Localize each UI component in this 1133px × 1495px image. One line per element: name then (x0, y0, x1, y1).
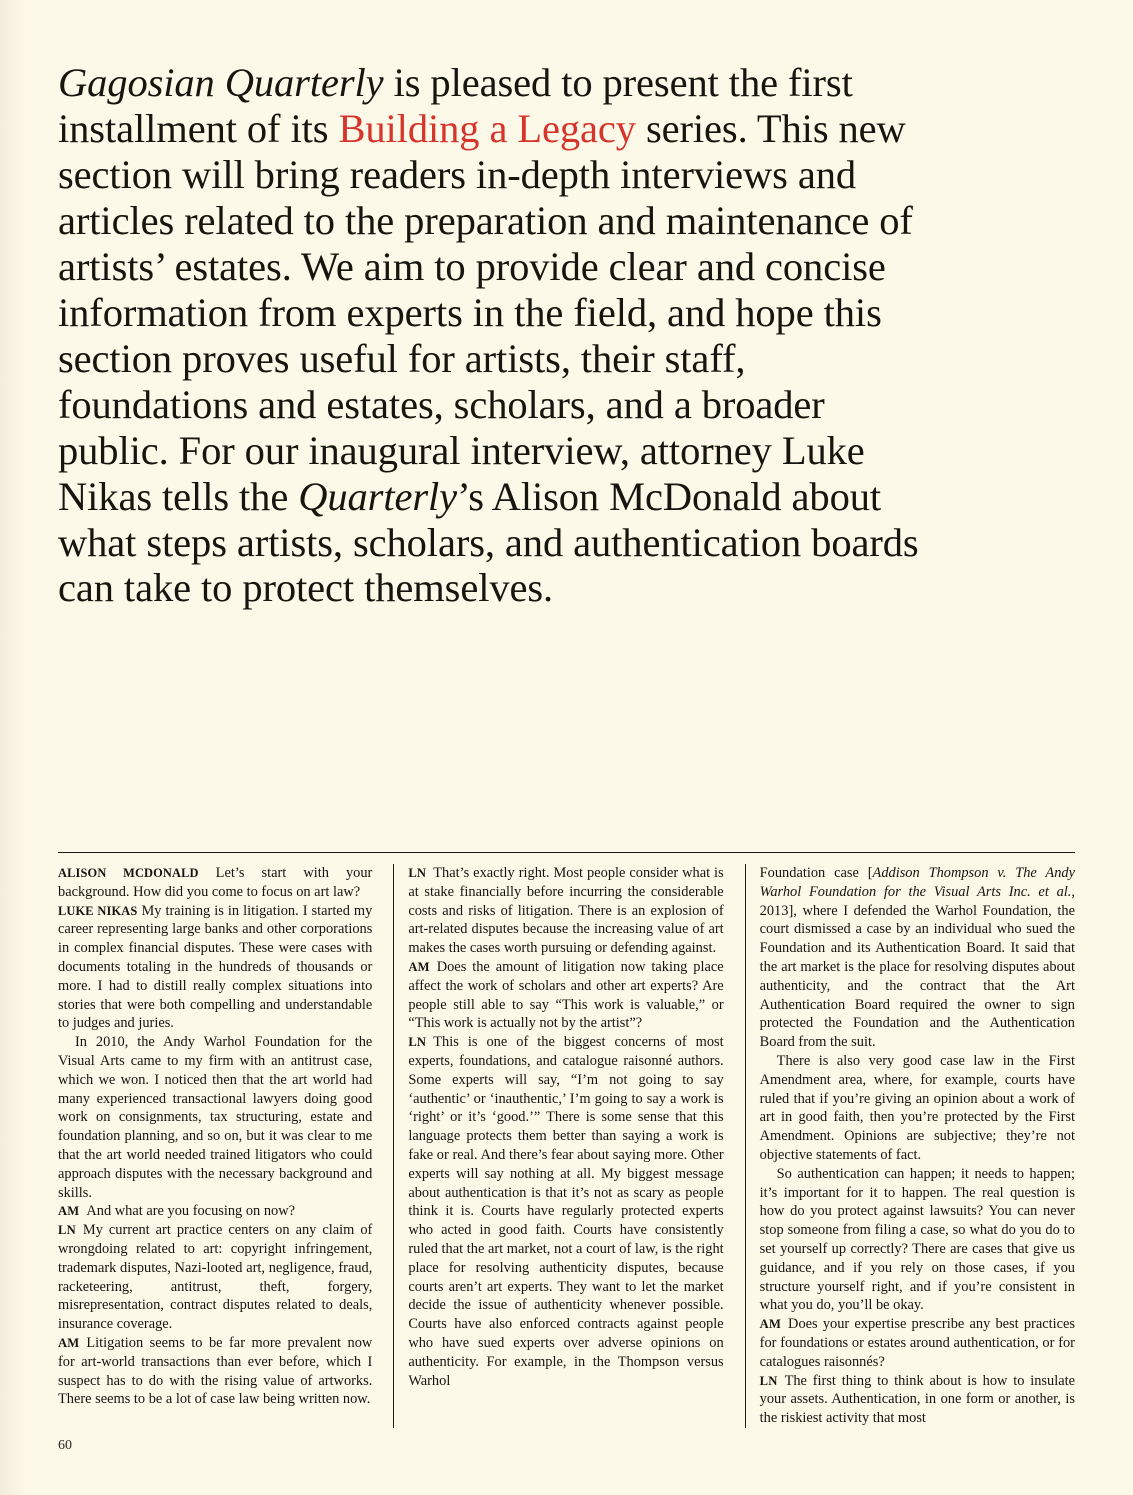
qa-text: My current art practice centers on any claim of wrongdoing related to art: copyright infringement, trademark disputes, Nazi-looted art, negligence, fraud, racketeering, antitrust, theft, forgery, misrepresentation, contract disputes related to deals, insurance coverage. (58, 1222, 373, 1333)
article-body-columns (58, 864, 1075, 1428)
interview-qa-block (58, 902, 372, 1034)
speaker-label-am: AM (759, 1317, 782, 1332)
qa-text: This is one of the biggest concerns of most experts, foundations, and catalogue raisonné authors. Some experts will say, “I’m not going to say ‘authentic’ or ‘inauthentic,’ I’m going to say a work is ‘right’ or it’s ‘good.’” There is some sense that this language protects them better than saying a work is fake or real. And there’s fear about saying more. Other experts will say nothing at all. My biggest message about authentication is that it’s not as scary as people think it is. Courts have regularly protected experts who acted in good faith. Courts have consistently ruled that the art market, not a court of law, is the right place for resolving authenticity disputes, because courts aren’t art experts. They want to let the market decide the issue of authenticity whenever possible. Courts have also enforced contracts against people who have sued experts over adverse opinions on authenticity. For example, in the Thompson versus Warhol (408, 1034, 724, 1389)
page-gutter-shading (0, 0, 26, 1495)
case-outro-text: , 2013], where I defended the Warhol Foundation, the court dismissed a case by an individual who sued the Foundation and its Authentication Board. It said that the art market is the place for resolving disputes about authenticity, and the contract that the Art Authentication Board required the owner to sign protected the Foundation and the Authentication Board from the suit. (759, 883, 1075, 1051)
paragraph: There is also very good case law in the First Amendment area, where, for example, courts have ruled that if you’re giving an opinion about a work of art in good faith, then you’re protected by the First Amendment. Opinions are subjective; they’re not objective statements of fact. (759, 1052, 1075, 1163)
speaker-label-am: AM (58, 1335, 80, 1350)
deck-text-2: series. This new section will bring readers in-depth interviews and articles related to the preparation and maintenance of artists’ estates. We aim to provide clear and concise information from experts in the field, and hope this section proves useful for artists, their staff, foundations and estates, scholars, and a broader public. For our inaugural interview, attorney Luke Nikas tells the (58, 105, 913, 519)
speaker-label-ln: LN (408, 1035, 427, 1050)
paragraph: So authentication can happen; it needs to happen; it’s important for it to happen. The real question is how do you protect against lawsuits? You can never stop someone from filing a case, so what do you do to set yourself up correctly? There are cases that give us guidance, and if you rely on those cases, if you structure yourself right, and if you’re consistent in what you do, you’ll be okay. (759, 1165, 1075, 1314)
qa-text: Litigation seems to be far more prevalent now for art-world transactions than ever before, which I suspect has to do with the rising value of artworks. There seems to be a lot of case law being written now. (58, 1334, 373, 1408)
qa-text: My training is in litigation. I started my career representing large banks and other corporations in complex financial disputes. These were cases with documents totaling in the hundreds of thousands or more. I had to distill really complex situations into stories that were both compelling and understandable to judges and juries. (58, 902, 373, 1032)
interview-qa-block (408, 1033, 723, 1390)
speaker-label-luke-nikas: LUKE NIKAS (58, 903, 138, 918)
interview-qa-block (58, 1221, 372, 1334)
qa-text: Let’s start with your background. How did you come to focus on art law? (58, 865, 373, 900)
column-top-rule (58, 852, 1075, 853)
paragraph (760, 864, 1075, 1052)
qa-text: And what are you focusing on now? (86, 1203, 296, 1220)
interview-qa-block (58, 1202, 372, 1221)
qa-text: Does the amount of litigation now taking place affect the work of scholars and other art experts? Are people still able to say “This work is valuable,” or “This work is actually not by the artist”? (408, 958, 724, 1032)
deck-text-3: ’s Alison McDonald about what steps artists, scholars, and authentication boards can take to protect themselves. (58, 473, 919, 611)
publication-title: Gagosian Quarterly (58, 60, 384, 105)
series-title: Building a Legacy (338, 105, 636, 151)
interview-qa-block (760, 1372, 1075, 1428)
speaker-label-am: AM (58, 1204, 80, 1219)
interview-qa-block (760, 1315, 1075, 1371)
column-middle (393, 864, 723, 1428)
interview-qa-block (58, 864, 372, 902)
page-number: 60 (58, 1438, 72, 1453)
qa-text: The first thing to think about is how to insulate your assets. Authentication, in one form or another, is the riskiest activity that most (759, 1372, 1075, 1427)
speaker-label-alison-mcdonald: ALISON MCDONALD (58, 866, 199, 880)
speaker-label-ln: LN (58, 1223, 76, 1238)
speaker-label-ln: LN (408, 866, 427, 880)
qa-text: Does your expertise prescribe any best practices for foundations or estates around authentication, or for catalogues raisonnés? (759, 1316, 1075, 1370)
publication-shortname: Quarterly (298, 473, 458, 519)
interview-qa-block (408, 958, 723, 1033)
interview-qa-block (408, 864, 723, 958)
qa-text: That’s exactly right. Most people consider what is at stake financially before incurring the considerable costs and risks of litigation. There is an explosion of art-related disputes because the increasing value of art makes the cases worth pursuing or defending against. (408, 865, 724, 957)
deck-text-1: is pleased to present the first installment of its (58, 60, 853, 151)
speaker-label-am: AM (408, 959, 430, 974)
case-citation: Addison Thompson v. The Andy Warhol Foundation for the Visual Arts Inc. et al. (759, 865, 1075, 900)
case-intro-text: Foundation case [ (759, 865, 873, 881)
paragraph: In 2010, the Andy Warhol Foundation for the Visual Arts came to my firm with an antitrust case, which we won. I noticed then that the art world had many experienced transactional lawyers doing good work on consignments, tax structuring, estate and foundation planning, and so on, but it was clear to me that the art world needed trained litigators who could approach disputes with the necessary background and skills. (58, 1034, 373, 1201)
column-right (745, 864, 1075, 1428)
interview-qa-block (58, 1334, 372, 1409)
speaker-label-ln: LN (759, 1373, 778, 1388)
article-standfirst (58, 60, 1075, 611)
column-left (58, 864, 372, 1428)
